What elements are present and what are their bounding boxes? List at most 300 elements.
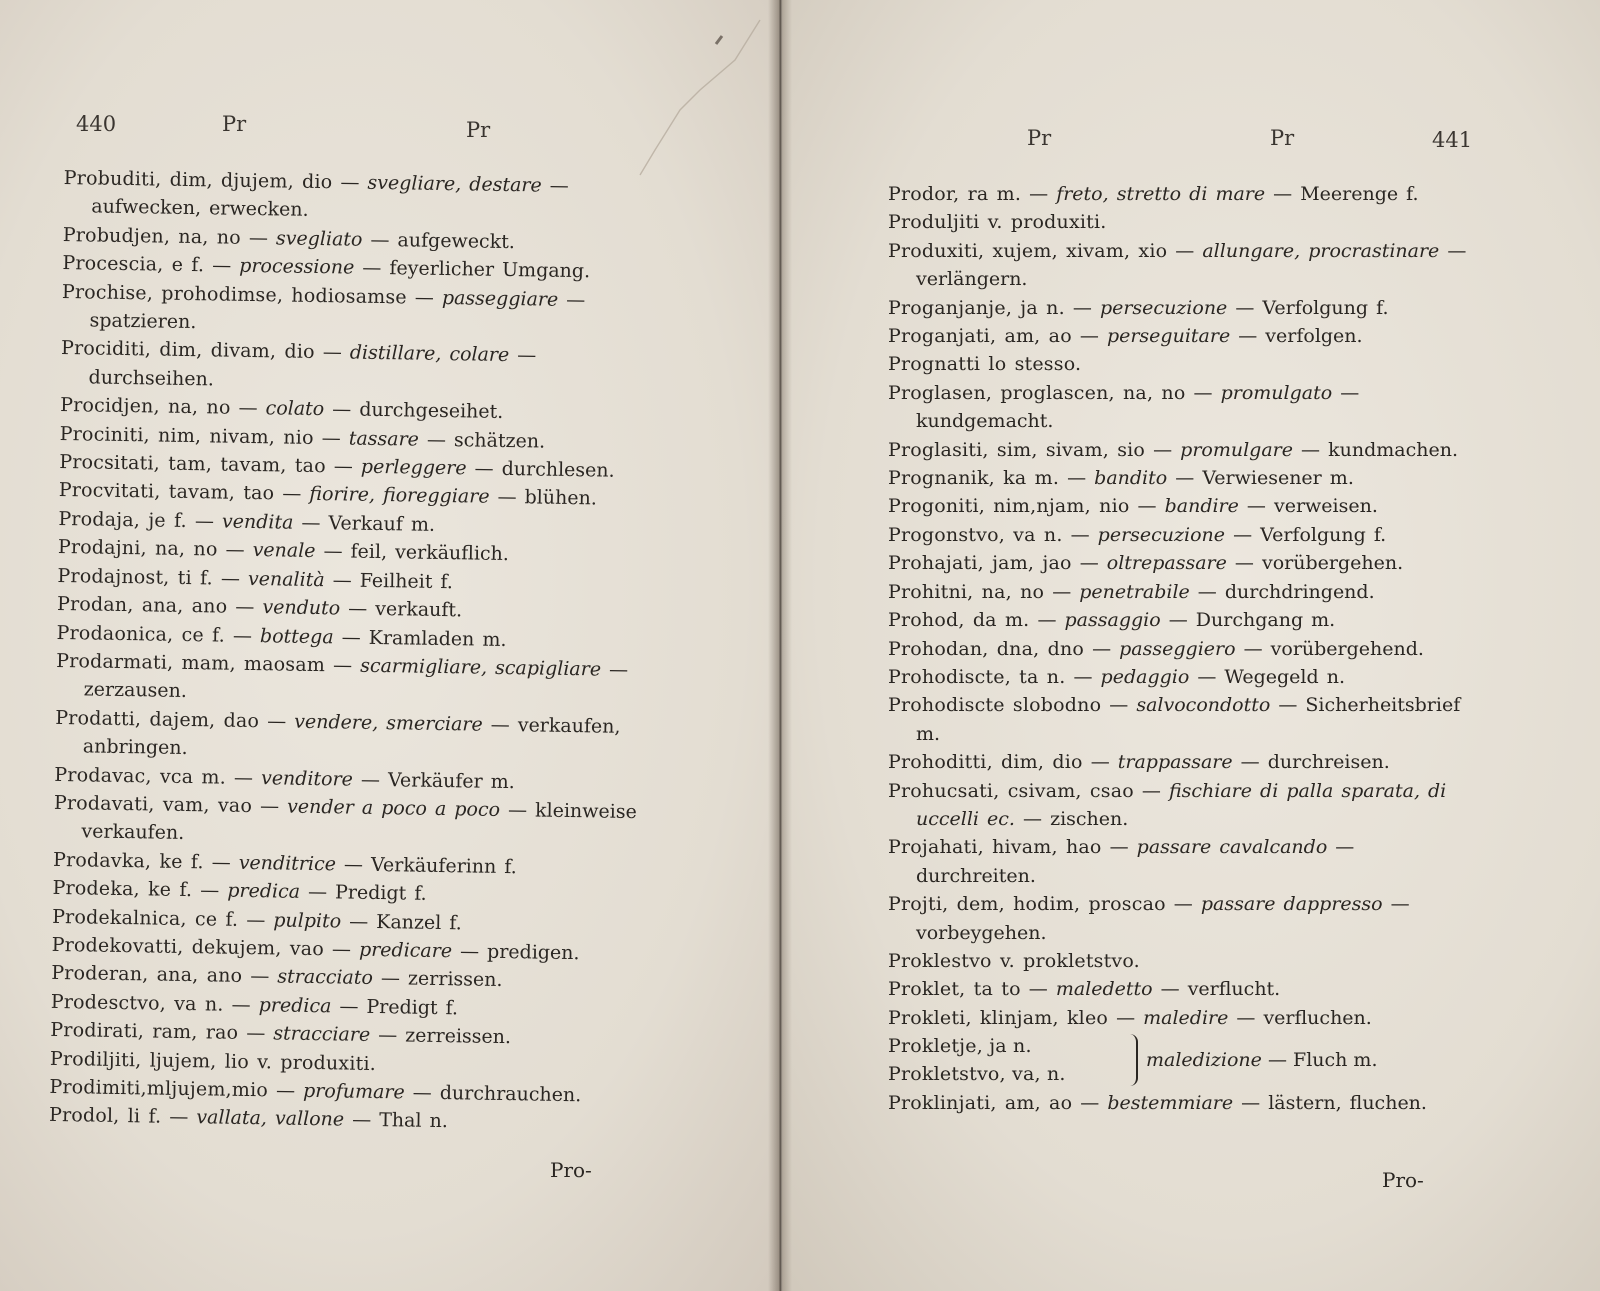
- dash-separator: [1065, 666, 1100, 688]
- dictionary-entry: [888, 635, 1470, 663]
- entry-headword: Procidjen, na, no: [60, 394, 231, 419]
- dash-separator: [1059, 467, 1094, 489]
- dash-separator: [326, 455, 361, 478]
- entry-german: verweisen.: [1273, 495, 1378, 518]
- entry-german: durchlesen.: [501, 457, 615, 482]
- dash-separator: [226, 766, 261, 789]
- entry-headword: Prokletje, ja n.: [888, 1035, 1032, 1058]
- dictionary-entry: [888, 663, 1470, 691]
- entry-german: aufgeweckt.: [397, 229, 516, 253]
- entry-headword: Proglasen, proglascen, na, no: [888, 381, 1186, 404]
- dash-separator: [223, 993, 258, 1016]
- entry-german: Sicherheitsbrief m.: [916, 694, 1461, 745]
- entry-german: zerreissen.: [405, 1024, 512, 1049]
- dictionary-entry: [888, 208, 1470, 236]
- dash-separator: [1293, 439, 1328, 461]
- dash-separator: [332, 171, 367, 194]
- entry-headword: Prodirati, ram, rao: [50, 1019, 239, 1045]
- entry-italian: passare dappresso: [1200, 893, 1383, 916]
- dictionary-entry: [63, 164, 654, 230]
- dictionary-entry: [888, 464, 1470, 492]
- left-entries-list: [49, 164, 654, 1139]
- dictionary-entry: [888, 436, 1470, 464]
- dictionary-entry: [888, 691, 1470, 748]
- dictionary-entry: [61, 278, 652, 344]
- dash-separator: [1332, 382, 1359, 404]
- entry-german: verfolgen.: [1265, 325, 1363, 348]
- entry-headword: Prohajati, jam, jao: [888, 552, 1072, 575]
- right-page: [782, 0, 1600, 1291]
- entry-headword: Proganjati, am, ao: [888, 325, 1072, 348]
- dictionary-entry: [888, 322, 1470, 350]
- entry-italian: distillare, colare: [349, 341, 510, 367]
- entry-italian: colato: [265, 397, 325, 421]
- entry-headword: Projahati, hivam, hao: [888, 836, 1102, 859]
- entry-headword: Prodavati, vam, vao: [53, 791, 253, 817]
- entry-headword: Probuditi, dim, djujem, dio: [63, 166, 333, 194]
- entry-italian: venale: [252, 539, 316, 563]
- dash-separator: [213, 567, 248, 590]
- dash-separator: [324, 938, 359, 961]
- dash-separator: [1101, 694, 1136, 716]
- dictionary-entry: [888, 777, 1470, 834]
- entry-headword: Produljiti v. produxiti.: [888, 211, 1107, 234]
- left-page-header: [0, 112, 780, 142]
- entry-headword: Prodavac, vca m.: [54, 763, 227, 789]
- entry-italian: vendere, smerciare: [294, 710, 483, 736]
- entry-headword: Prodarmati, mam, maosam: [56, 649, 326, 677]
- dash-separator: [1161, 609, 1196, 631]
- entry-german: Durchgang m.: [1195, 609, 1336, 632]
- dash-separator: [1262, 1049, 1293, 1071]
- entry-german: Kanzel f.: [376, 910, 462, 934]
- dash-separator: [1083, 751, 1118, 773]
- dash-separator: [407, 286, 442, 309]
- dictionary-entry: [55, 704, 646, 770]
- dash-separator: [336, 853, 371, 876]
- dash-separator: [344, 1109, 379, 1132]
- dash-separator: [1167, 467, 1202, 489]
- dash-separator: [1072, 552, 1107, 574]
- dictionary-entry: [888, 294, 1470, 322]
- entry-headword: Proklestvo v. prokletstvo.: [888, 949, 1140, 972]
- dash-separator: [238, 1022, 273, 1045]
- dash-separator: [315, 540, 350, 563]
- entry-italian: predicare: [358, 938, 453, 963]
- dictionary-entry: [888, 606, 1470, 634]
- entry-italian: stracciare: [273, 1022, 371, 1047]
- entry-german: Verwiesener m.: [1202, 467, 1354, 490]
- header-left: Pr: [1027, 126, 1052, 150]
- entry-italian: venalità: [247, 567, 325, 591]
- dictionary-entry: [888, 521, 1470, 549]
- entry-italian: venduto: [262, 596, 341, 620]
- bracket-translation: [1146, 1046, 1378, 1074]
- entry-headword: Prohod, da m.: [888, 609, 1030, 632]
- dictionary-entry: [888, 379, 1470, 436]
- dash-separator: [362, 229, 397, 252]
- right-entries-list: [888, 180, 1470, 1118]
- entry-german: durchrauchen.: [439, 1082, 582, 1107]
- entry-italian: predica: [227, 879, 301, 903]
- dash-separator: [1190, 581, 1225, 603]
- entry-headword: Prodajnost, ti f.: [57, 564, 214, 590]
- dash-separator: [1186, 382, 1221, 404]
- entry-italian: vender a poco a poco: [286, 795, 501, 821]
- dash-separator: [1130, 495, 1165, 517]
- entry-italian: profumare: [302, 1079, 405, 1104]
- entry-italian: stracciato: [277, 965, 374, 990]
- entry-italian: salvocondotto: [1136, 694, 1271, 717]
- entry-italian: passare cavalcando: [1136, 836, 1328, 859]
- dash-separator: [1021, 978, 1056, 1000]
- dash-separator: [354, 257, 389, 280]
- dash-separator: [161, 1106, 196, 1129]
- entry-headword: Prodor, ra m.: [888, 183, 1022, 205]
- dash-separator: [217, 539, 252, 562]
- entry-headword: Prodekalnica, ce f.: [52, 905, 239, 931]
- dash-separator: [466, 457, 501, 480]
- entry-german: Thal n.: [379, 1109, 449, 1133]
- entry-headword: Proderan, ana, ano: [51, 962, 243, 988]
- dash-separator: [1228, 1007, 1263, 1029]
- entry-italian: perseguitare: [1106, 325, 1231, 348]
- dictionary-entry: [888, 947, 1470, 975]
- entry-german: vorübergehen.: [1261, 552, 1404, 575]
- header-right: Pr: [466, 118, 491, 142]
- dash-separator: [1227, 297, 1262, 319]
- dictionary-entry: [53, 789, 644, 855]
- dash-separator: [1233, 751, 1268, 773]
- dash-separator: [241, 227, 276, 250]
- dictionary-entry: [60, 334, 651, 400]
- entry-italian: predica: [258, 993, 332, 1018]
- entry-german: Verkäuferinn f.: [370, 853, 517, 878]
- entry-headword: Prokletstvo, va, n.: [888, 1063, 1066, 1086]
- page-number: 440: [76, 112, 117, 136]
- entry-german: blühen.: [524, 486, 598, 510]
- dictionary-entry: [888, 833, 1470, 890]
- entry-headword: Prohodiscte, ta n.: [888, 665, 1066, 688]
- entry-german: vorbeygehen.: [916, 921, 1047, 944]
- entry-german: feyerlicher Umgang.: [389, 257, 591, 283]
- entry-italian: bestemmiare: [1107, 1092, 1234, 1115]
- entry-italian: freto, stretto di mare: [1056, 183, 1266, 205]
- entry-german: verlängern.: [916, 268, 1028, 291]
- entry-german: feil, verkäuflich.: [350, 540, 510, 566]
- dash-separator: [1225, 524, 1260, 546]
- dash-separator: [373, 967, 408, 990]
- dictionary-entry: [888, 180, 1470, 208]
- entry-headword: Prognatti lo stesso.: [888, 353, 1082, 376]
- dash-separator: [192, 879, 227, 902]
- dash-separator: [340, 597, 375, 620]
- page-number: 441: [1432, 128, 1473, 152]
- entry-german: vorübergehend.: [1270, 637, 1424, 660]
- entry-italian: bandito: [1094, 467, 1168, 490]
- entry-headword: Probudjen, na, no: [62, 223, 242, 249]
- dash-separator: [1227, 552, 1262, 574]
- dash-separator: [1233, 1092, 1268, 1114]
- dash-separator: [300, 881, 335, 904]
- dash-separator: [325, 654, 360, 677]
- entry-italian: fiorire, fioreggiare: [309, 483, 490, 509]
- dash-separator: [601, 658, 628, 680]
- entry-german: verkaufen, anbringen.: [82, 713, 621, 760]
- dash-separator: [242, 965, 277, 988]
- entry-headword: Prodiljiti, ljujem, lio v. produxiti.: [49, 1047, 377, 1075]
- dash-separator: [1270, 694, 1305, 716]
- dictionary-entry: [888, 890, 1470, 947]
- entry-german: Kramladen m.: [368, 626, 507, 651]
- dash-separator: [1044, 581, 1079, 603]
- dictionary-entry: [888, 492, 1470, 520]
- entry-german: Fluch m.: [1293, 1049, 1378, 1072]
- entry-headword: Prodesctvo, va n.: [50, 990, 224, 1016]
- entry-italian: venditore: [260, 766, 354, 791]
- entry-italian: perleggere: [360, 455, 467, 480]
- entry-headword: Prodatti, dajem, dao: [55, 706, 260, 732]
- dash-separator: [1134, 780, 1169, 802]
- dash-separator: [558, 288, 585, 310]
- entry-headword: Prohucsati, csivam, csao: [888, 779, 1134, 802]
- dash-separator: [333, 626, 368, 649]
- dash-separator: [341, 910, 376, 933]
- entry-german: Verkauf m.: [328, 512, 436, 536]
- dash-separator: [1265, 183, 1300, 205]
- dash-separator: [452, 940, 487, 963]
- entry-german: verfluchen.: [1263, 1006, 1372, 1029]
- dash-separator: [1072, 325, 1107, 347]
- entry-headword: Procescia, e f.: [62, 252, 205, 277]
- entry-italian: vendita: [221, 510, 294, 534]
- entry-headword: Prognanik, ka m.: [888, 467, 1060, 490]
- dash-separator: [204, 851, 239, 874]
- dash-separator: [1145, 439, 1180, 461]
- entry-italian: penetrabile: [1079, 580, 1190, 603]
- entry-italian: tassare: [348, 427, 420, 451]
- entry-headword: Prodaonica, ce f.: [56, 621, 226, 647]
- entry-headword: Prodaja, je f.: [58, 507, 188, 532]
- dash-separator: [274, 483, 309, 506]
- entry-headword: Procsitati, tam, tavam, tao: [59, 451, 326, 478]
- dash-separator: [1239, 495, 1274, 517]
- entry-headword: Prodekovatti, dekujem, vao: [51, 933, 325, 961]
- dash-separator: [1021, 183, 1056, 205]
- dictionary-entry: [888, 578, 1470, 606]
- dash-separator: [1084, 638, 1119, 660]
- dash-separator: [268, 1079, 303, 1102]
- catchword: Pro-: [550, 1158, 592, 1182]
- dash-separator: [293, 512, 328, 535]
- entry-italian: promulgare: [1180, 438, 1294, 461]
- catchword: Pro-: [1382, 1168, 1424, 1192]
- dash-separator: [1153, 978, 1188, 1000]
- entry-italian: fischiare di palla sparata, di uccelli ec.: [916, 779, 1447, 830]
- dictionary-entry: [56, 647, 647, 713]
- book-gutter: [768, 0, 792, 1291]
- entry-headword: Proganjanje, ja n.: [888, 296, 1065, 319]
- entry-italian: pulpito: [273, 908, 342, 933]
- dash-separator: [1166, 893, 1201, 915]
- dash-separator: [1189, 666, 1224, 688]
- entry-headword: Prociniti, nim, nivam, nio: [59, 422, 314, 449]
- entry-headword: Procvitati, tavam, tao: [58, 479, 275, 505]
- entry-italian: processione: [239, 254, 355, 279]
- header-right: Pr: [1270, 126, 1295, 150]
- entry-german: Feilheit f.: [359, 569, 454, 593]
- dash-separator: [324, 398, 359, 421]
- entry-german: Meerenge f.: [1300, 183, 1419, 205]
- entry-headword: Prodeka, ke f.: [52, 877, 193, 902]
- entry-german: kundmachen.: [1328, 438, 1459, 461]
- dash-separator: [315, 341, 350, 364]
- dictionary-entry: [888, 350, 1470, 378]
- entry-german: spatzieren.: [89, 309, 197, 334]
- entry-german: Predigt f.: [334, 881, 427, 905]
- dash-separator: [1236, 638, 1271, 660]
- dash-separator: [509, 344, 536, 366]
- dash-separator: [238, 908, 273, 931]
- entry-headword: Prodol, li f.: [48, 1104, 162, 1129]
- entry-italian: bottega: [259, 624, 334, 648]
- dash-separator: [1167, 240, 1202, 262]
- dash-separator: [405, 1081, 440, 1104]
- entry-italian: passeggiare: [441, 286, 559, 311]
- entry-italian: bandire: [1164, 495, 1239, 518]
- entry-german: durchreisen.: [1267, 751, 1390, 774]
- entry-italian: svegliato: [275, 227, 363, 251]
- entry-italian: promulgato: [1220, 381, 1333, 404]
- entry-italian: allungare, procrastinare: [1202, 239, 1440, 262]
- dictionary-entry: [888, 1004, 1470, 1032]
- entry-headword: Proklet, ta to: [888, 978, 1021, 1001]
- entry-german: durchgeseihet.: [359, 398, 504, 424]
- entry-german: durchdringend.: [1224, 580, 1375, 603]
- bracketed-entry-group: [888, 1032, 1470, 1089]
- dictionary-entry: [888, 975, 1470, 1003]
- dash-separator: [1108, 1007, 1143, 1029]
- curly-brace: [1126, 1034, 1138, 1086]
- entry-headword: Prokleti, klinjam, kleo: [888, 1006, 1109, 1029]
- entry-italian: passaggio: [1064, 609, 1161, 632]
- dash-separator: [227, 596, 262, 619]
- entry-headword: Prohitni, na, no: [888, 580, 1045, 603]
- dictionary-entry: [888, 549, 1470, 577]
- entry-german: Predigt f.: [366, 995, 459, 1020]
- dash-separator: [230, 397, 265, 420]
- entry-german: zerrissen.: [407, 967, 503, 992]
- entry-italian: maledire: [1143, 1006, 1229, 1029]
- dash-separator: [489, 486, 524, 509]
- dash-separator: [1029, 609, 1064, 631]
- entry-headword: Prochise, prohodimse, hodiosamse: [61, 280, 408, 309]
- dash-separator: [370, 1024, 405, 1047]
- entry-german: aufwecken, erwecken.: [91, 195, 309, 222]
- entry-headword: Prodimiti,mljujem,mio: [49, 1075, 269, 1102]
- dash-separator: [331, 995, 366, 1018]
- entry-german: verkauft.: [375, 598, 463, 622]
- entry-italian: persecuzione: [1099, 296, 1228, 319]
- header-left: Pr: [222, 112, 247, 136]
- entry-german: predigen.: [486, 940, 580, 965]
- dash-separator: [1015, 808, 1050, 830]
- entry-headword: Projti, dem, hodim, proscao: [888, 893, 1166, 916]
- dash-separator: [204, 254, 239, 277]
- entry-italian: pedaggio: [1100, 665, 1190, 688]
- dash-separator: [1065, 297, 1100, 319]
- entry-german: zischen.: [1050, 807, 1129, 830]
- dash-separator: [1102, 836, 1137, 858]
- entry-german: Verfolgung f.: [1260, 523, 1387, 546]
- dash-separator: [259, 710, 294, 733]
- dash-separator: [1439, 240, 1466, 262]
- dash-separator: [187, 510, 222, 533]
- entry-italian: scarmigliare, scapigliare: [360, 654, 602, 681]
- entry-german: kundgemacht.: [916, 410, 1054, 433]
- dash-separator: [542, 175, 569, 197]
- entry-headword: Prohodan, dna, dno: [888, 637, 1085, 660]
- dash-separator: [324, 569, 359, 592]
- dash-separator: [353, 768, 388, 791]
- entry-german: kleinweise verkaufen.: [81, 799, 637, 845]
- entry-headword: Prociditi, dim, divam, dio: [60, 337, 315, 364]
- entry-german: verflucht.: [1187, 978, 1281, 1001]
- entry-headword: Proklinjati, am, ao: [888, 1092, 1073, 1115]
- dash-separator: [419, 428, 454, 451]
- dash-separator: [1230, 325, 1265, 347]
- entry-italian: oltrepassare: [1106, 552, 1227, 575]
- entry-headword: Proglasiti, sim, sivam, sio: [888, 438, 1146, 461]
- entry-headword: Progoniti, nim,njam, nio: [888, 495, 1130, 518]
- dictionary-entry: [888, 748, 1470, 776]
- dash-separator: [1072, 1092, 1107, 1114]
- entry-italian: maledizione: [1146, 1049, 1262, 1072]
- entry-german: lästern, fluchen.: [1268, 1092, 1427, 1115]
- dash-separator: [483, 713, 518, 736]
- entry-headword: Prodajni, na, no: [57, 536, 218, 561]
- entry-german: zerzausen.: [83, 678, 188, 703]
- dash-separator: [1063, 524, 1098, 546]
- entry-german: durchreiten.: [916, 864, 1036, 887]
- entry-italian: persecuzione: [1097, 523, 1226, 546]
- dictionary-entry: [888, 237, 1470, 294]
- entry-italian: venditrice: [238, 851, 337, 876]
- entry-italian: vallata, vallone: [196, 1106, 345, 1131]
- entry-headword: Prodavka, ke f.: [52, 848, 204, 874]
- left-page: [0, 0, 780, 1291]
- entry-italian: passeggiero: [1119, 637, 1236, 660]
- dash-separator: [225, 624, 260, 647]
- entry-headword: Prodan, ana, ano: [56, 593, 228, 618]
- dash-separator: [1383, 893, 1410, 915]
- dictionary-entry: [888, 1089, 1470, 1117]
- entry-german: schätzen.: [453, 428, 546, 453]
- entry-headword: Prohodiscte slobodno: [888, 694, 1102, 717]
- right-page-header: [782, 112, 1600, 152]
- entry-german: Verkäufer m.: [387, 768, 515, 793]
- entry-headword: Prohoditti, dim, dio: [888, 751, 1083, 774]
- dash-separator: [500, 799, 535, 822]
- entry-german: durchseihen.: [88, 366, 215, 391]
- entry-italian: maledetto: [1055, 978, 1153, 1001]
- entry-german: Verfolgung f.: [1262, 296, 1389, 319]
- dash-separator: [314, 427, 349, 450]
- entry-german: Wegegeld n.: [1224, 665, 1345, 688]
- dash-separator: [1327, 836, 1354, 858]
- dash-separator: [252, 795, 287, 818]
- entry-headword: Progonstvo, va n.: [888, 523, 1063, 546]
